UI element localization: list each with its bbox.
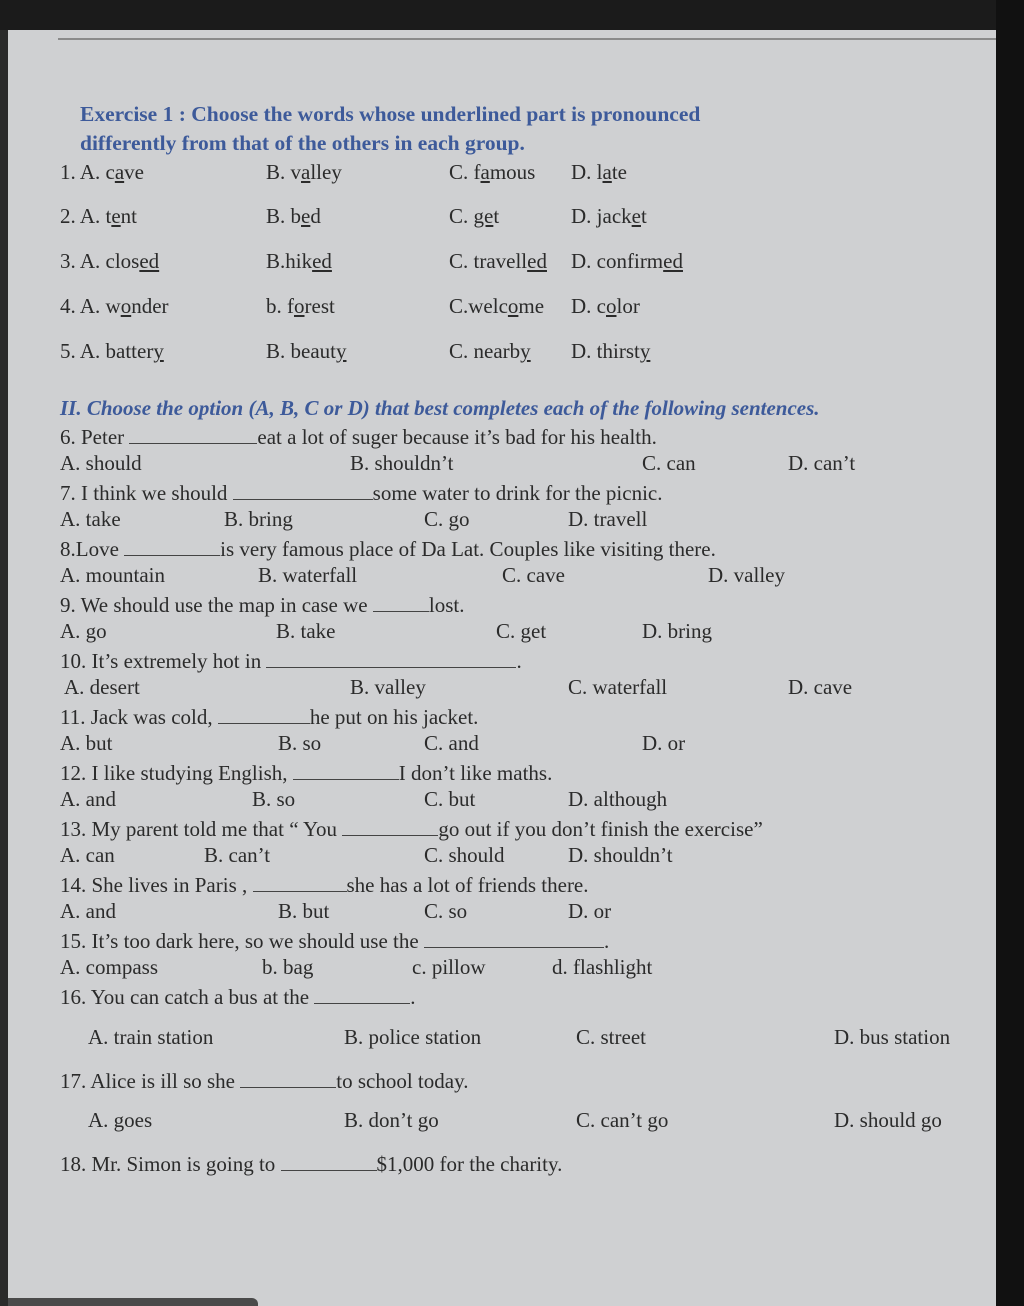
ex1-q2-option-b: B. bed [266, 204, 321, 228]
question-14: 14. She lives in Paris , she has a lot of friends there. [60, 873, 589, 897]
underlined-part: ed [312, 249, 332, 273]
question-11-option-b: B. so [278, 731, 322, 755]
question-6: 6. Peter eat a lot of suger because it’s bad for his health. [60, 425, 657, 449]
answer-blank [293, 761, 399, 780]
ex1-q4-option-c: C.welcome [449, 294, 545, 318]
question-18: 18. Mr. Simon is going to $1,000 for the charity. [60, 1152, 563, 1176]
ex1-q5-option-c: C. nearby [449, 339, 531, 363]
underlined-part: ed [139, 249, 160, 273]
question-7-option-a: A. take [60, 507, 121, 531]
ex1-q2-option-d: D. jacket [571, 204, 647, 228]
underlined-part: o [507, 294, 519, 318]
question-14-option-d: D. or [568, 899, 612, 923]
question-16-option-b: B. police station [344, 1025, 482, 1049]
question-12-option-c: C. but [424, 787, 476, 811]
ex1-q3-option-d: D. confirmed [571, 249, 683, 273]
question-13-option-d: D. shouldn’t [568, 843, 673, 867]
underlined-part: a [114, 160, 125, 184]
answer-blank [124, 537, 220, 556]
exercise1-title-line1: Exercise 1 : Choose the words whose underlined part is pronounced [80, 102, 701, 126]
question-13-option-c: C. should [424, 843, 505, 867]
answer-blank [233, 481, 373, 500]
question-16: 16. You can catch a bus at the . [60, 985, 416, 1009]
ex1-q5-option-a: 5. A. battery [60, 339, 164, 363]
question-17-option-b: B. don’t go [344, 1108, 439, 1132]
question-12-option-b: B. so [252, 787, 296, 811]
question-7-option-c: C. go [424, 507, 470, 531]
answer-blank [218, 705, 310, 724]
question-11: 11. Jack was cold, he put on his jacket. [60, 705, 479, 729]
question-9-option-b: B. take [276, 619, 336, 643]
section2-title: II. Choose the option (A, B, C or D) that best completes each of the following sentences. [60, 396, 820, 420]
question-17-option-a: A. goes [88, 1108, 153, 1132]
question-8: 8.Love is very famous place of Da Lat. Couples like visiting there. [60, 537, 716, 561]
question-15-option-a: A. compass [60, 955, 158, 979]
answer-blank [253, 873, 347, 892]
question-10-option-b: B. valley [350, 675, 426, 699]
underlined-part: ge [473, 204, 494, 228]
question-12: 12. I like studying English, I don’t like maths. [60, 761, 553, 785]
question-13: 13. My parent told me that “ You go out if you don’t finish the exercise” [60, 817, 763, 841]
underlined-part: a [301, 160, 311, 184]
answer-blank [266, 649, 516, 668]
underlined-part: a [480, 160, 490, 184]
question-8-option-d: D. valley [708, 563, 785, 587]
underlined-part: o [120, 294, 132, 318]
underlined-part: y [520, 339, 531, 363]
answer-blank [342, 817, 438, 836]
ex1-q3-option-a: 3. A. closed [60, 249, 160, 273]
question-6-option-d: D. can’t [788, 451, 856, 475]
question-8-option-b: B. waterfall [258, 563, 358, 587]
underlined-part: e [301, 204, 311, 228]
question-8-option-c: C. cave [502, 563, 565, 587]
question-15-option-b: b. bag [262, 955, 314, 979]
question-10: 10. It’s extremely hot in . [60, 649, 522, 673]
question-11-option-a: A. but [60, 731, 113, 755]
right-edge [996, 0, 1024, 1306]
question-7: 7. I think we should some water to drink for the picnic. [60, 481, 663, 505]
underlined-part: y [153, 339, 164, 363]
underlined-part: y [335, 339, 347, 363]
answer-blank [240, 1069, 336, 1088]
underlined-part: e [111, 204, 121, 228]
question-15-option-d: d. flashlight [552, 955, 653, 979]
question-12-option-d: D. although [568, 787, 668, 811]
underlined-part: o [606, 294, 617, 318]
underlined-part: o [294, 294, 305, 318]
question-17-option-c: C. can’t go [576, 1108, 669, 1132]
question-11-option-c: C. and [424, 731, 479, 755]
ex1-q4-option-b: b. forest [266, 294, 335, 318]
question-8-option-a: A. mountain [60, 563, 165, 587]
question-16-option-d: D. bus station [834, 1025, 951, 1049]
question-10-option-d: D. cave [788, 675, 853, 699]
header-rule [58, 38, 996, 40]
worksheet-page [8, 30, 996, 1306]
ex1-q1-option-d: D. late [571, 160, 627, 184]
ex1-q4-option-d: D. color [571, 294, 640, 318]
underlined-part: a [602, 160, 612, 184]
question-10-option-a: A. desert [64, 675, 140, 699]
ex1-q4-option-a: 4. A. wonder [60, 294, 169, 318]
question-15-option-c: c. pillow [412, 955, 486, 979]
question-14-option-a: A. and [60, 899, 116, 923]
ex1-q2-option-a: 2. A. tent [60, 204, 138, 228]
ex1-q1-option-a: 1. A. cave [60, 160, 144, 184]
ex1-q2-option-c: C. get [449, 204, 500, 228]
question-7-option-d: D. travell [568, 507, 648, 531]
question-17-option-d: D. should go [834, 1108, 942, 1132]
question-9-option-c: C. get [496, 619, 547, 643]
answer-blank [424, 929, 604, 948]
question-14-option-c: C. so [424, 899, 468, 923]
question-10-option-c: C. waterfall [568, 675, 668, 699]
answer-blank [129, 425, 257, 444]
question-6-option-c: C. can [642, 451, 696, 475]
question-6-option-a: A. should [60, 451, 142, 475]
question-6-option-b: B. shouldn’t [350, 451, 454, 475]
answer-blank [373, 593, 429, 612]
top-bar [0, 0, 1024, 30]
question-9-option-d: D. bring [642, 619, 712, 643]
answer-blank [281, 1152, 377, 1171]
underlined-part: ed [663, 249, 683, 273]
question-17: 17. Alice is ill so she to school today. [60, 1069, 469, 1093]
question-11-option-d: D. or [642, 731, 686, 755]
ex1-q5-option-b: B. beauty [266, 339, 347, 363]
underlined-part: ed [527, 249, 547, 273]
bottom-scrollbar [8, 1298, 258, 1306]
question-7-option-b: B. bring [224, 507, 293, 531]
ex1-q5-option-d: D. thirsty [571, 339, 651, 363]
ex1-q1-option-b: B. valley [266, 160, 342, 184]
ex1-q3-option-b: B.hiked [266, 249, 332, 273]
question-15: 15. It’s too dark here, so we should use the . [60, 929, 610, 953]
exercise1-title-line2: differently from that of the others in each group. [80, 131, 525, 155]
answer-blank [314, 985, 410, 1004]
question-14-option-b: B. but [278, 899, 330, 923]
question-13-option-a: A. can [60, 843, 115, 867]
ex1-q1-option-c: C. famous [449, 160, 536, 184]
question-16-option-c: C. street [576, 1025, 646, 1049]
underlined-part: e [631, 204, 641, 228]
question-16-option-a: A. train station [88, 1025, 214, 1049]
question-9-option-a: A. go [60, 619, 107, 643]
ex1-q3-option-c: C. travelled [449, 249, 547, 273]
question-12-option-a: A. and [60, 787, 116, 811]
question-9: 9. We should use the map in case we lost. [60, 593, 465, 617]
underlined-part: y [639, 339, 651, 363]
question-13-option-b: B. can’t [204, 843, 271, 867]
